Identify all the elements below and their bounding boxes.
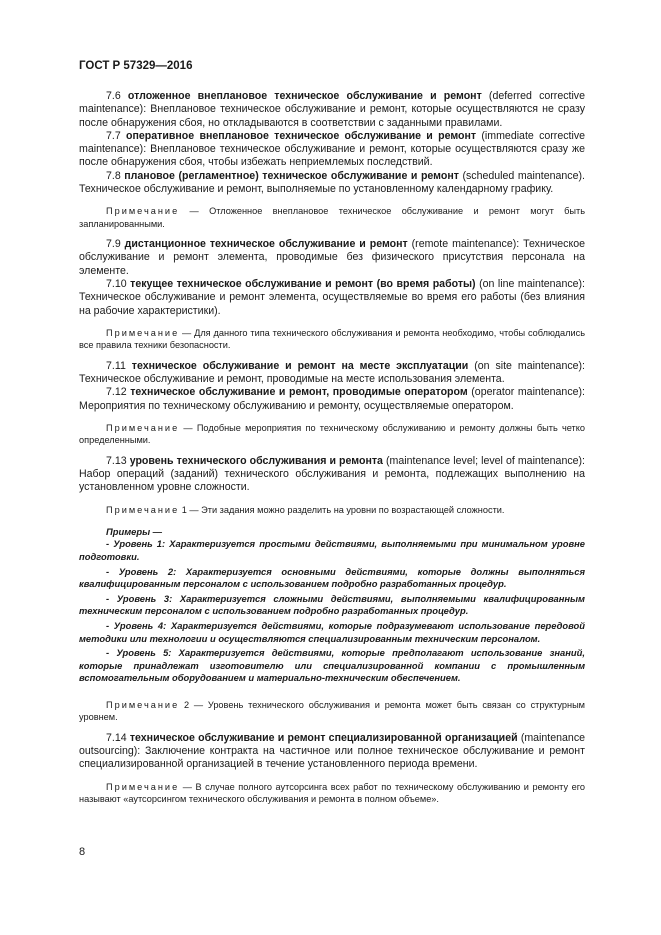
entry-definition: (on site maintenance): Техническое обслуживание и ремонт, проводимые на месте использования элемента. (79, 359, 585, 386)
entry-number: 7.7 (106, 129, 121, 142)
entry-definition: (on line maintenance): Техническое обслуживание и ремонт элемента, осуществляемые во время его работы (без влияния на рабочие характеристики). (79, 278, 586, 317)
note-text: 2 — Уровень технического обслуживания и ремонта может быть связан со структурным уровнем. (79, 700, 585, 723)
entry-7-6 (79, 90, 585, 130)
document-header: ГОСТ Р 57329—2016 (79, 60, 193, 72)
note-text: 1 — Эти задания можно разделить на уровни по возрастающей сложности. (179, 504, 505, 515)
entry-term: плановое (регламентное) техническое обслуживание и ремонт (124, 169, 459, 182)
page-number: 8 (79, 846, 86, 858)
entry-7-7 (79, 130, 585, 170)
entry-7-8 (79, 170, 585, 197)
entry-definition: (maintenance outsourcing): Заключение контракта на частичное или полное техническое обслуживание и ремонт специализированной организацией в течение установленного периода времени. (79, 731, 586, 771)
example-level-2: - Уровень 2: Характеризуется основными действиями, которые должны выполняться квалифицированным персоналом с использованием подробно разработанных процедур. (79, 565, 585, 590)
entry-term: техническое обслуживание и ремонт специализированной организацией (129, 731, 518, 744)
note-7-12 (79, 422, 585, 447)
note-text: — В случае полного аутсорсинга всех работ по техническому обслуживанию и ремонту его называют «аутсорсингом технического обслуживания и ремонта в полном объеме». (79, 781, 585, 805)
entry-7-11 (79, 360, 585, 387)
note-label: Примечание (106, 504, 180, 515)
entry-definition: (scheduled maintenance). Техническое обслуживание и ремонт, выполняемые по установленному календарному графику. (79, 169, 585, 196)
example-level-1: - Уровень 1: Характеризуется простыми действиями, выполняемыми при минимальном уровне подготовки. (79, 538, 585, 563)
entry-term: техническое обслуживание и ремонт на месте эксплуатации (131, 359, 469, 372)
entry-definition: (immediate corrective maintenance): Внеплановое техническое обслуживание и ремонт, которые осуществляются сразу же после обнаружения сбоя, чтобы избежать неприемлемых последствий. (79, 129, 586, 169)
note-7-10 (79, 327, 585, 352)
note-label: Примечание (106, 700, 180, 711)
note-7-13-2 (79, 699, 585, 724)
note-label: Примечание (106, 781, 180, 792)
entry-number: 7.6 (106, 90, 121, 102)
note-7-14 (79, 781, 585, 806)
entry-term: техническое обслуживание и ремонт, проводимые оператором (130, 386, 468, 399)
example-level-5: - Уровень 5: Характеризуется действиями, которые предполагают использование знаний, которые принадлежат изготовителю или специализированной компании с промышленным вспомогательным оборудованием и материально-техническим обеспечением. (79, 647, 585, 684)
entry-7-13 (79, 455, 585, 495)
entry-definition: (deferred corrective maintenance): Внеплановое техническое обслуживание и ремонт, которые осуществляются не сразу после обнаружения сбоя, но откладываются в соответствии с заданными правилами. (79, 90, 585, 129)
entry-number: 7.10 (106, 278, 127, 291)
example-level-4: - Уровень 4: Характеризуется действиями, которые подразумевают использование передовой методики или технологии и осуществляются специализированным техническим персоналом. (79, 620, 585, 644)
entry-number: 7.13 (106, 454, 127, 467)
note-7-8 (79, 205, 585, 230)
entry-number: 7.14 (106, 731, 127, 744)
entry-definition: (remote maintenance): Техническое обслуживание и ремонт элемента, проводимые без физического присутствия персонала на элементе. (79, 238, 585, 277)
note-text: — Отложенное внеплановое техническое обслуживание и ремонт могут быть запланированными. (79, 206, 585, 229)
note-7-13-1 (79, 504, 585, 516)
note-label: Примечание (106, 327, 180, 338)
entry-7-10 (79, 278, 585, 318)
entry-term: текущее техническое обслуживание и ремонт (во время работы) (130, 278, 476, 291)
entry-7-12 (79, 386, 585, 413)
entry-number: 7.11 (106, 359, 126, 372)
document-body (79, 90, 585, 814)
entry-definition: (maintenance level; level of maintenance): Набор операций (заданий) технического обслуживания и ремонта, подлежащих выполнению на установленном уровне сложности. (79, 454, 585, 494)
examples-title: Примеры — (106, 526, 163, 538)
note-text: — Подобные мероприятия по техническому обслуживанию и ремонту должны быть четко определенными. (79, 422, 585, 446)
note-label: Примечание (106, 206, 180, 217)
entry-7-14 (79, 732, 585, 772)
entry-term: оперативное внеплановое техническое обслуживание и ремонт (126, 129, 477, 142)
entry-term: отложенное внеплановое техническое обслуживание и ремонт (127, 90, 482, 102)
note-text: — Для данного типа технического обслуживания и ремонта необходимо, чтобы соблюдались все правила техники безопасности. (79, 327, 585, 351)
example-level-3: - Уровень 3: Характеризуется сложными действиями, выполняемыми квалифицированным техническим персоналом с использованием подробно разработанных процедур. (79, 592, 585, 617)
entry-7-9 (79, 238, 585, 278)
entry-number: 7.12 (106, 386, 127, 399)
entry-term: дистанционное техническое обслуживание и ремонт (124, 238, 408, 251)
entry-number: 7.8 (106, 169, 121, 182)
entry-number: 7.9 (106, 238, 121, 251)
entry-term: уровень технического обслуживания и ремонта (129, 454, 383, 467)
entry-definition: (operator maintenance): Мероприятия по техническому обслуживанию и ремонту, осуществляемые оператором. (79, 386, 585, 412)
note-label: Примечание (106, 422, 180, 433)
